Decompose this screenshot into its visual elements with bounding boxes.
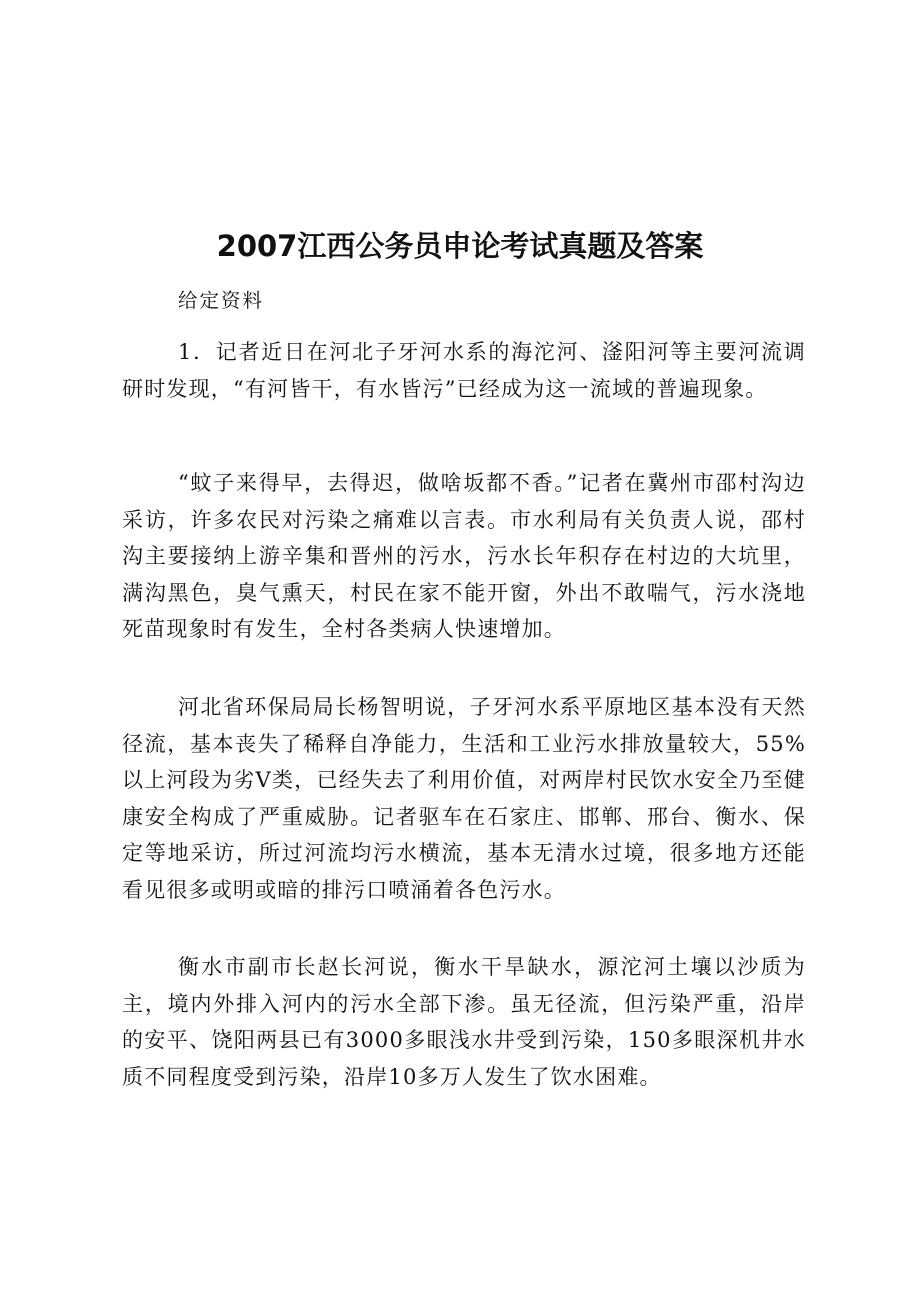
paragraph-4: 衡水市副市长赵长河说，衡水干旱缺水，源沱河土壤以沙质为主，境内外排入河内的污水全部下渗。虽无径流，但污染严重，沿岸的安平、饶阳两县已有3000多眼浅水井受到污染，150多眼深机井水质不同程度受到污染，沿岸10多万人发生了饮水困难。	[122, 955, 806, 1089]
paragraph-2: “蚊子来得早，去得迟，做啥坂都不香。”记者在冀州市邵村沟边采访，许多农民对污染之痛难以言表。市水利局有关负责人说，邵村沟主要接纳上游辛集和晋州的污水，污水长年积存在村边的大坑里，满沟黑色，臭气熏天，村民在家不能开窗，外出不敢喘气，污水浇地死苗现象时有发生，全村各类病人快速增加。	[122, 471, 806, 641]
document-title: 2007江西公务员申论考试真题及答案	[216, 229, 704, 263]
paragraph-1: 1．记者近日在河北子牙河水系的海沱河、滏阳河等主要河流调研时发现，“有河皆干，有水皆污”已经成为这一流域的普遍现象。	[122, 340, 806, 401]
section-label: 给定资料	[178, 289, 265, 312]
paragraph-3: 河北省环保局局长杨智明说，子牙河水系平原地区基本没有天然径流，基本丧失了稀释自净能力，生活和工业污水排放量较大，55%以上河段为劣V类，已经失去了利用价值，对两岸村民饮水安全乃至健康安全构成了严重威胁。记者驱车在石家庄、邯郸、邢台、衡水、保定等地采访，所过河流均污水横流，基本无清水过境，很多地方还能看见很多或明或暗的排污口喷涌着各色污水。	[122, 695, 806, 902]
